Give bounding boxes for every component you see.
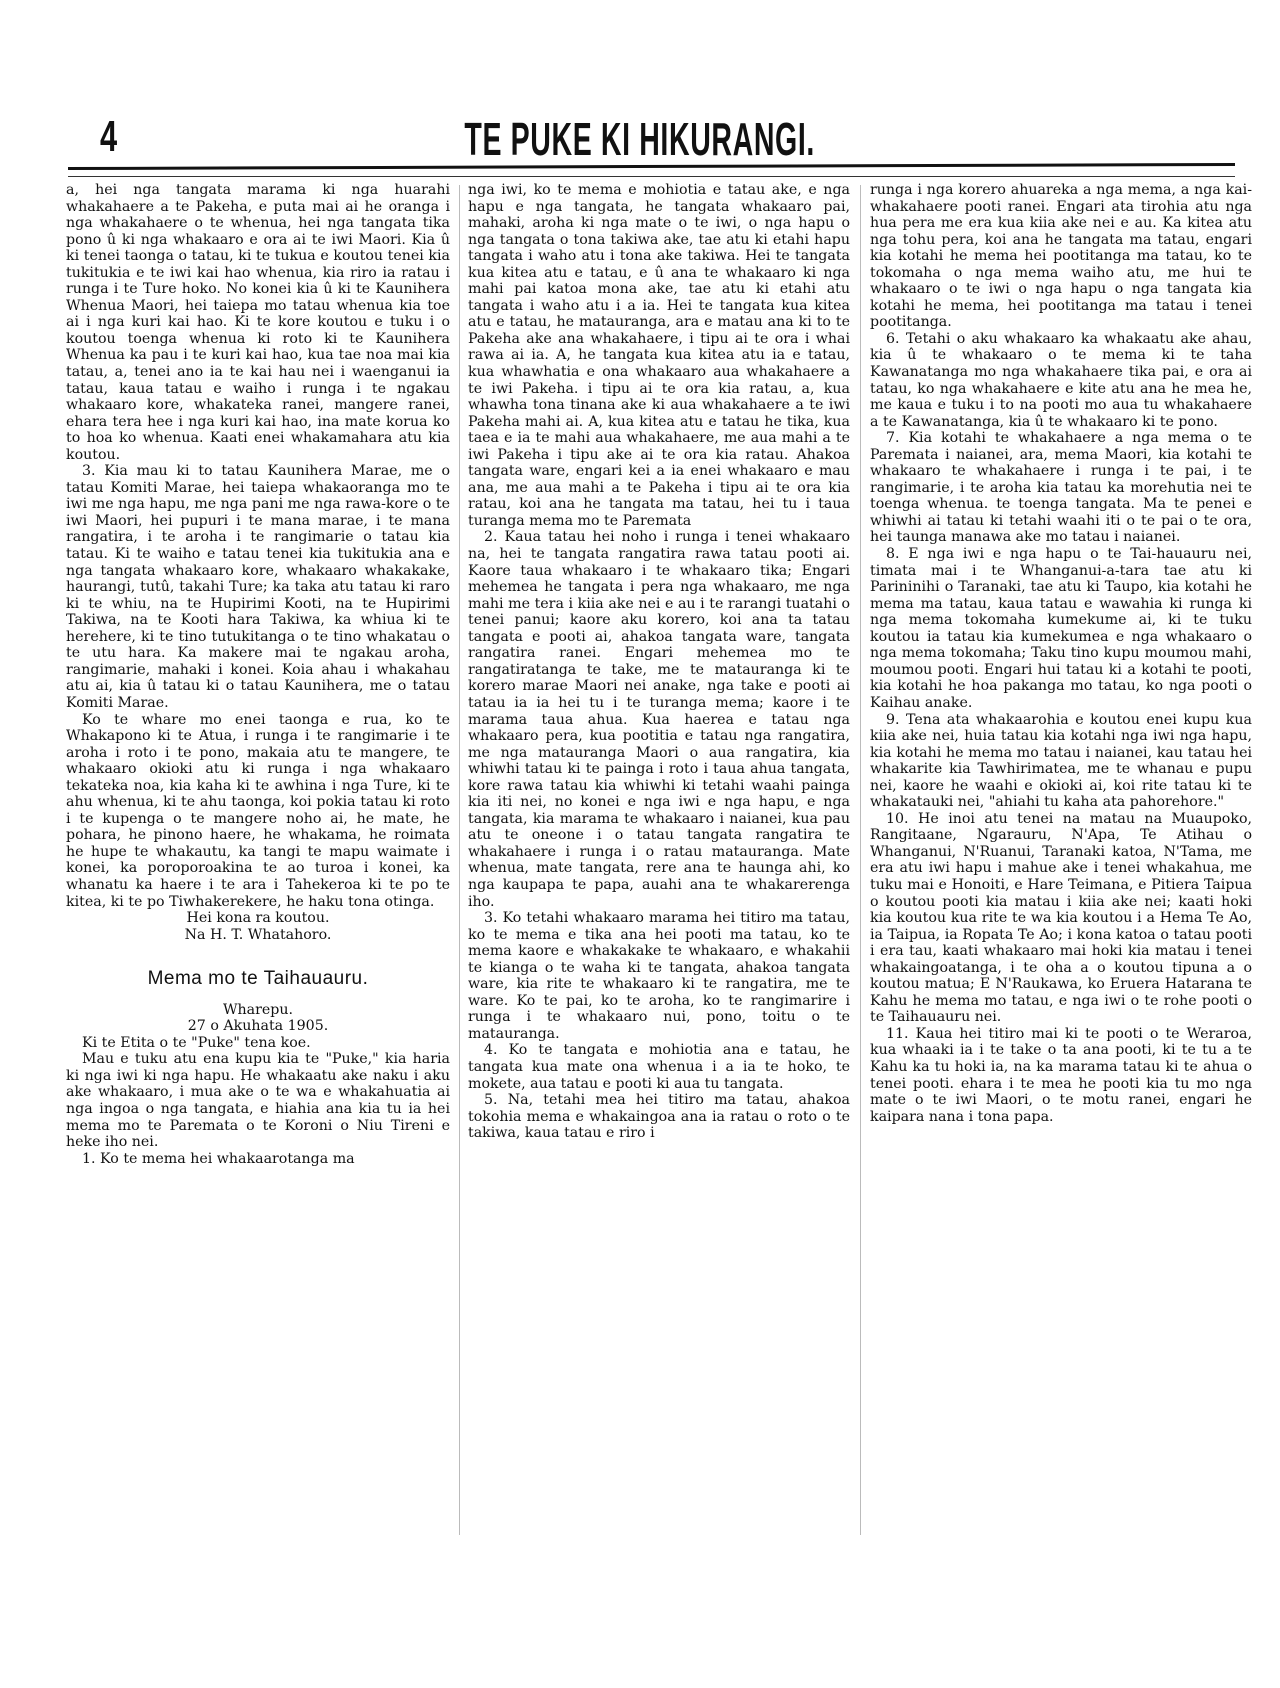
closing: Hei kona ra koutou. [186, 910, 330, 927]
column-divider [860, 185, 861, 1535]
paragraph: Mau e tuku atu ena kupu kia te "Puke," kia haria ki nga iwi ki nga hapu. He whakaatu ake naku i aku ake whakaaro, i mua ake o te wa e whakahuatia ai nga ingoa o nga tangata, e hiahia ana kia tu ia hei mema mo te Paremata o te Koroni o Niu Tireni e heke iho nei. [66, 1051, 450, 1151]
signature: Na H. T. Whatahoro. [184, 926, 332, 943]
paragraph: 7. Kia kotahi te whakahaere a nga mema o te Paremata i naianei, ara, mema Maori, kia kotahi te whakaaro te whakahaere i runga i te pai, i te rangimarie, i te aroha kia tatau ka morehutia nei te toenga whenua. te toenga tangata. Ma te penei e whiwhi ai tatau ki tetahi waahi iti o te pai o te ora, hei taunga manawa ake mo tatau i naianei. [870, 430, 1252, 546]
paragraph: Ko te whare mo enei taonga e rua, ko te Whakapono ki te Atua, i runga i te rangimarie i te aroha i roto i te pono, makaia atu te mangere, te whakaaro okioki atu ki runga i nga whakaaro tekateka noa, kia kaha ki te awhina i nga Ture, ki te ahu whenua, ki te ahu taonga, koi pokia tatau ki roto i te kupenga o te mangere noho ai, he mate, he pohara, he pinono haere, he whakama, he roimata he hupe te whakautu, ka tangi te mapu waimate i konei, ka poroporoakina te ao turoa i konei, ka whanatu ka haere i te ara i Tahekeroa ki te po te kitea, ki te po Tiwhakerekere, he haku tona otinga. [66, 711, 450, 910]
column-1 [66, 182, 450, 1167]
paragraph: 6. Tetahi o aku whakaaro ka whakaatu ake ahau, kia û te whakaaro o te mema ki te taha Kawanatanga mo nga whakahaere tika pai, e ora ai tatau, ko nga whakahaere e kite atu ana he mea he, me kaua e tuku i to na pooti mo aua tu whakahaere a te Kawanatanga, kia û te whakaaro ki te pono. [870, 330, 1252, 430]
paragraph: 3. Ko tetahi whakaaro marama hei titiro ma tatau, ko te mema e tika ana hei pooti ma tatau, ko te mema kaore e whakakake te whakaaro, e whakahii te kianga o te waha ki te tangata, ahakoa tangata ware, kia rite te whakaaro ki te rangatira, me te ware. Ko te pai, ko te aroha, ko te rangimarire i runga i te whakaaro nui, pono, toitu o te matauranga. [468, 910, 850, 1042]
paragraph: a, hei nga tangata marama ki nga huarahi whakahaere a te Pakeha, e puta mai ai he oranga i nga whakahaere o te whenua, hei nga tangata tika pono û ki nga whakaaro e ora ai te iwi Maori. Kia û ki tenei taonga o tatau, ki te tukua e koutou tenei kia tukitukia e te iwi kai hao whenua, kia riro ia ratau i runga i te Ture hoko. No konei kia û ki te Kaunihera Whenua Maori, hei taiepa mo tatau whenua kia toe ai i nga kuri kai hao. Ki te kore koutou e tuku i o koutou toenga whenua ki roto ki te Kaunihera Whenua ka pau i te kuri kai hao, kua tae noa mai kia tatau, a, tenei ano ia te kai hau nei i waenganui ia tatau, kaua tatau e waiho i runga i te ngakau whakaaro kore, whakateka ranei, mangere ranei, ehara tera hee i nga kuri kai hao, ina mate korua ko to hoa ko whenua. Kaati enei whakamahara atu kia koutou. [66, 182, 450, 463]
paragraph: 11. Kaua hei titiro mai ki te pooti o te Weraroa, kua whaaki ia i te take o ta ana pooti, ki te tu a te Kahu ka tu hoki ia, na ka marama tatau ki te ahua o tenei pooti. ehara i te mea he pooti kia tu mo nga mate o te iwi Maori, o te motu ranei, engari he kaipara nana i tona papa. [870, 1025, 1252, 1125]
salutation: Ki te Etita o te "Puke" tena koe. [82, 1034, 311, 1051]
masthead [0, 112, 1280, 166]
column-2 [468, 182, 850, 1142]
paragraph: 4. Ko te tangata e mohiotia ana e tatau, he tangata kua mate ona whenua i a ia te hoko, te mokete, aua tatau e pooti ki aua tu tangata. [468, 1042, 850, 1092]
newspaper-title: TE PUKE KI HIKURANGI. [464, 113, 816, 165]
header-rule-thin [68, 176, 1235, 177]
article-title: Mema mo te Taihauauru. [147, 968, 369, 990]
paragraph: 9. Tena ata whakaarohia e koutou enei kupu kua kiia ake nei, huia tatau kia kotahi nga iwi nga hapu, kia kotahi he mema mo tatau i naianei, kau tatau hei whakarite kia Tawhirimatea, me te whanau e pupu nei, kaore he waahi e okioki ai, koi rite tatau ki te whakatauki nei, "ahiahi tu kaha ata pahorehore." [870, 711, 1252, 811]
column-divider [459, 185, 460, 1535]
paragraph: 5. Na, tetahi mea hei titiro ma tatau, ahakoa tokohia mema e whakaingoa ana ia ratau o roto o te takiwa, kaua tatau e riro i [468, 1092, 850, 1142]
paragraph: runga i nga korero ahuareka a nga mema, a nga kai-whakahaere pooti ranei. Engari ata tirohia atu nga hua pera me era kua kiia ake nei e au. Ka kitea atu nga tohu pera, koi ana he tangata ma tatau, engari kia kotahi he mema hei pootitanga ma tatau, ko te tokomaha o nga mema waiho atu, me hui te whakaaro o te iwi o nga hapu o nga tangata kia kotahi he mema, hei pootitanga ma tatau i tenei pootitanga. [870, 182, 1252, 331]
paragraph: 1. Ko te mema hei whakaarotanga ma [82, 1150, 355, 1167]
paragraph: 2. Kaua tatau hei noho i runga i tenei whakaaro na, hei te tangata rangatira rawa tatau pooti ai. Kaore taua whakaaro i te whakaaro tika; Engari mehemea he tangata i pera nga whakaaro, me nga mahi me tera i kiia ake nei e au i te rarangi tuatahi o tenei panui; kaore aku korero, koi ana ta tatau tangata e pooti ai, ahakoa tangata ware, tangata rangatira ranei. Engari mehemea mo te rangatiratanga te take, me te matauranga ki te korero marae Maori nei anake, nga take e pooti ai tatau ia ia hei tu i te turanga mema; kaore i te marama taua ahua. Kua haerea e tatau nga whakaaro pera, kua pootitia e tatau nga rangatira, me nga matauranga Maori o aua rangatira, kia whiwhi tatau ki te painga i roto i taua ahua tangata, kore rawa tatau kia whiwhi ki tetahi waahi painga kia iti nei, no konei e nga iwi e nga hapu, e nga tangata, kia marama te whakaaro i naianei, kua pau atu te oneone i o tatau tangata rangatira te whakahaere i runga i o ratau matauranga. Mate whenua, mate tangata, rere ana te haunga ahi, ko nga kaupapa te papa, auahi ana te whakarerenga iho. [468, 529, 850, 910]
paragraph: 3. Kia mau ki to tatau Kaunihera Marae, me o tatau Komiti Marae, hei taiepa whakaoranga mo te iwi me nga hapu, me nga pani me nga rawa-kore o te iwi Maori, hei pupuri i te mana marae, i te mana rangatira, i te aroha i te rangimarie o tatau kia tatau. Ki te waiho e tatau tenei kia tukitukia ana e nga tangata whakaaro kore, whakaaro whakakake, haurangi, tutû, takahi Ture; ka taka atu tatau ki raro ki te whiu, na te Hupirimi Kooti, na te Hupirimi Takiwa, na te Kooti hara Takiwa, ka whiua ki te herehere, ki te tino tutukitanga o te tino whakatau o te utu hara. Ka makere mai te ngakau aroha, rangimarie, mahaki i konei. Koia ahau i whakahau atu ai, kia û tatau ki o tatau Kaunihera, me o tatau Komiti Marae. [66, 463, 450, 711]
page-number: 4 [100, 112, 118, 161]
letter-place: Wharepu. [222, 1001, 294, 1018]
column-3 [870, 182, 1252, 1125]
paragraph: 10. He inoi atu tenei na matau na Muaupoko, Rangitaane, Ngarauru, N'Apa, Te Atihau o Whanganui, N'Ruanui, Taranaki katoa, N'Tama, me era atu iwi hapu i mahue ake i tenei whakahua, me tuku mai e Honoiti, e Hare Teimana, e Pitiera Taipua o koutou pooti kia matau i kiia ake nei; kaati hoki kia koutou kua rite te wa kia koutou i a Hema Te Ao, ia Taipua, ia Ropata Te Ao; i kona katoa o tatau pooti i era tau, kaati whakaaro mai hoki kia matau i tenei whakaingoatanga, i te oha a o koutou tipuna a o koutou matua; E N'Raukawa, ko Eruera Hatarana te Kahu he mema mo tatau, e nga iwi o te rohe pooti o te Taihauauru nei. [870, 810, 1252, 1026]
paragraph: nga iwi, ko te mema e mohiotia e tatau ake, e nga hapu e nga tangata, he tangata whakaaro pai, mahaki, aroha ki nga mate o te iwi, o nga hapu o nga tangata o tona takiwa ake, tae atu ki etahi hapu tangata i waho atu i tona ake takiwa. Hei te tangata kua kitea atu e tatau, e û ana te whakaaro ki nga mahi pai katoa mona ake, tae atu ki etahi atu tangata i waho atu i a ia. Hei te tangata kua kitea atu e tatau, he matauranga, ara e matau ana ki to te Pakeha ake ana whakahaere, i tipu ai te ora i whai rawa ai ia. A, he tangata kua kitea atu ia e tatau, kua whawhatia e ona whakaaro aua whakahaere a te iwi Pakeha. i tipu ai te ora kia ratau, a, kua whawha tona tinana ake ki aua whakahaere a te iwi Pakeha mahi ai. A, kua kitea atu e tatau he tika, kua taea e ia te mahi aua whakahaere, me aua mahi a te iwi Pakeha i tipu ake ai te ora kia ratau. Ahakoa tangata ware, engari kei a ia enei whakaaro e mau ana, me aua mahi a te Pakeha i tipu ai te ora kia ratau, koi ana he tangata ma tatau, hei tu i taua turanga mema mo te Paremata [468, 182, 850, 529]
letter-date: 27 o Akuhata 1905. [187, 1018, 329, 1035]
paragraph: 8. E nga iwi e nga hapu o te Tai-hauauru nei, timata mai i te Whanganui-a-tara tae atu ki Parininihi o Taranaki, tae atu ki Taupo, kia kotahi he mema ma tatau, kaua tatau e wawahia ki runga ki nga mema tokomaha kumekume ai, ki te tuku koutou ia tatau kia kumekumea e nga whakaaro o nga mema tokomaha; Taku tino kupu moumou mahi, moumou pooti. Engari hui tatau ki a kotahi te pooti, kia kotahi he hoa pakanga mo tatau, ko nga pooti o Kaihau anake. [870, 546, 1252, 711]
